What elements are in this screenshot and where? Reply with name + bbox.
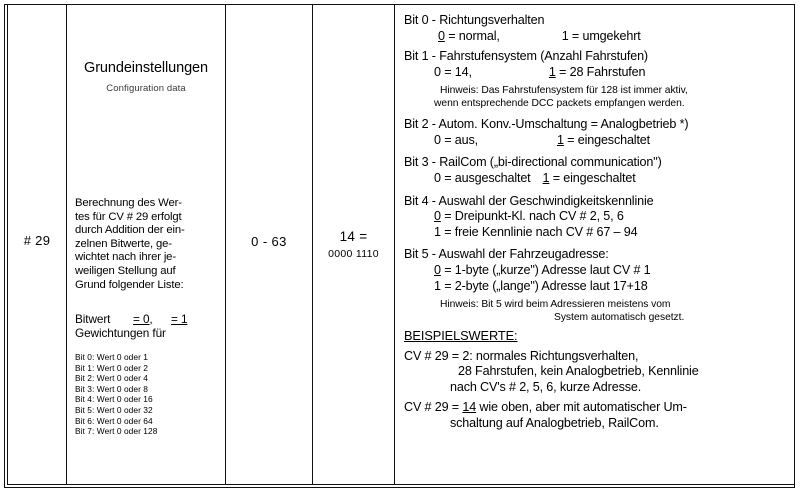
description-body-line: wichtet nach ihrer je- — [75, 251, 176, 264]
bit2-heading: Bit 2 - Autom. Konv.-Umschaltung = Analogbetrieb *) — [404, 117, 689, 132]
description-subtitle: Configuration data — [106, 83, 186, 94]
bit3-option-0: 0 = ausgeschaltet — [434, 170, 531, 185]
bit5-note-line-1: Hinweis: Bit 5 wird beim Adressieren meistens vom — [440, 299, 671, 311]
bit-description-flow — [404, 13, 788, 432]
bit3-options — [404, 171, 788, 187]
bit4-option-0: = Dreipunkt-Kl. nach CV # 2, 5, 6 — [440, 209, 624, 224]
bit0-option-1: 1 = umgekehrt — [561, 28, 641, 43]
bit-weight-list-item: Bit 1: Wert 0 oder 2 — [75, 362, 148, 373]
bitwert-label: Bitwert — [75, 312, 111, 326]
bit3-heading: Bit 3 - RailCom („bi-directional communication") — [404, 155, 662, 170]
bit5-option-0: = 1-byte („kurze") Adresse laut CV # 1 — [440, 262, 651, 277]
bit1-note-line-2: wenn entsprechende DCC packets empfangen werden. — [434, 97, 685, 109]
bitwert-legend — [75, 312, 221, 340]
bit1-options — [404, 65, 788, 81]
bit2-option-1: = eingeschaltet — [563, 132, 650, 147]
bit4-option-0-row — [404, 209, 788, 225]
description-body-line: durch Addition der ein- — [75, 224, 185, 237]
cv-number-value: # 29 — [23, 233, 51, 248]
example-2-line-1 — [404, 400, 788, 416]
bit2-default-marker: 1 — [556, 132, 564, 147]
bit-weight-list-item: Bit 2: Wert 0 oder 4 — [75, 373, 148, 384]
default-value-binary: 0000 1110 — [328, 248, 379, 260]
bit0-options — [404, 29, 788, 45]
bit0-option-0: = normal, — [444, 28, 500, 43]
bit5-option-0-row — [404, 263, 788, 279]
bit0-default-marker: 0 — [438, 28, 445, 43]
example-1-line-1: CV # 29 = 2: normales Richtungsverhalten, — [404, 348, 639, 363]
bit5-note-line-2: System automatisch gesetzt. — [554, 311, 685, 323]
bitwert-zero: = 0, — [133, 312, 153, 326]
bitwert-one: = 1 — [171, 312, 188, 326]
bitwert-legend-row — [75, 312, 221, 326]
example-1-line-3: nach CV's # 2, 5, 6, kurze Adresse. — [450, 379, 642, 394]
value-range-cell — [226, 5, 312, 484]
bit5-heading: Bit 5 - Auswahl der Fahrzeugadresse: — [404, 247, 609, 262]
bit5-default-marker: 0 — [434, 262, 441, 277]
bit3-option-1: = eingeschaltet — [549, 170, 636, 185]
bit2-options — [404, 133, 788, 149]
cv-table — [4, 4, 795, 488]
bit-weight-list-item: Bit 4: Wert 0 oder 16 — [75, 394, 153, 405]
bit2-option-0: 0 = aus, — [434, 132, 478, 147]
bit-weight-list — [75, 352, 221, 437]
bit-weight-list-item: Bit 6: Wert 0 oder 64 — [75, 415, 153, 426]
bit-weight-list-item: Bit 0: Wert 0 oder 1 — [75, 352, 148, 362]
description-body — [75, 197, 219, 292]
default-value-cell — [313, 5, 394, 484]
bit1-option-0: 0 = 14, — [434, 64, 472, 79]
bit-weight-list-item: Bit 3: Wert 0 oder 8 — [75, 383, 148, 394]
bit1-option-1: = 28 Fahrstufen — [555, 64, 646, 79]
cv-number-cell — [8, 5, 66, 484]
bit4-default-marker: 0 — [434, 209, 441, 224]
bit3-default-marker: 1 — [542, 170, 550, 185]
bit5-option-1: 1 = 2-byte („lange") Adresse laut 17+18 — [434, 278, 648, 293]
description-body-line: zelnen Bitwerte, ge- — [75, 237, 172, 250]
example-2-value: 14 — [462, 400, 477, 415]
example-2-prefix: CV # 29 = — [404, 400, 463, 415]
example-2-suffix: wie oben, aber mit automatischer Um- — [476, 400, 687, 415]
description-cell — [67, 5, 225, 484]
bit1-heading: Bit 1 - Fahrstufensystem (Anzahl Fahrstufen) — [404, 49, 648, 64]
description-body-line: Grund folgender Liste: — [75, 278, 184, 291]
value-range-text: 0 - 63 — [251, 234, 287, 249]
gewichtungen-label: Gewichtungen für — [75, 326, 166, 340]
bit4-heading: Bit 4 - Auswahl der Geschwindigkeitskennlinie — [404, 193, 654, 208]
bit0-heading: Bit 0 - Richtungsverhalten — [404, 13, 545, 27]
bit-description-cell — [395, 5, 794, 484]
bit1-note-line-1: Hinweis: Das Fahrstufensystem für 128 ist immer aktiv, — [440, 85, 688, 97]
description-body-line: Berechnung des Wer- — [75, 197, 182, 209]
examples-heading: BEISPIELSWERTE: — [404, 327, 518, 343]
cv-table-inner-frame — [7, 5, 794, 485]
bit1-default-marker: 1 — [548, 64, 556, 79]
bit-weight-list-item: Bit 7: Wert 0 oder 128 — [75, 426, 158, 437]
bit-weight-list-item: Bit 5: Wert 0 oder 32 — [75, 404, 153, 415]
description-body-line: weiligen Stellung auf — [75, 264, 176, 277]
bit4-option-1: 1 = freie Kennlinie nach CV # 67 – 94 — [434, 224, 638, 239]
description-title: Grundeinstellungen — [84, 60, 208, 76]
description-body-line: tes für CV # 29 erfolgt — [75, 210, 182, 223]
default-value-decimal: 14 = — [339, 229, 368, 244]
example-1-line-2: 28 Fahrstufen, kein Analogbetrieb, Kennlinie — [458, 364, 699, 379]
example-2-line-2: schaltung auf Analogbetrieb, RailCom. — [450, 415, 659, 430]
